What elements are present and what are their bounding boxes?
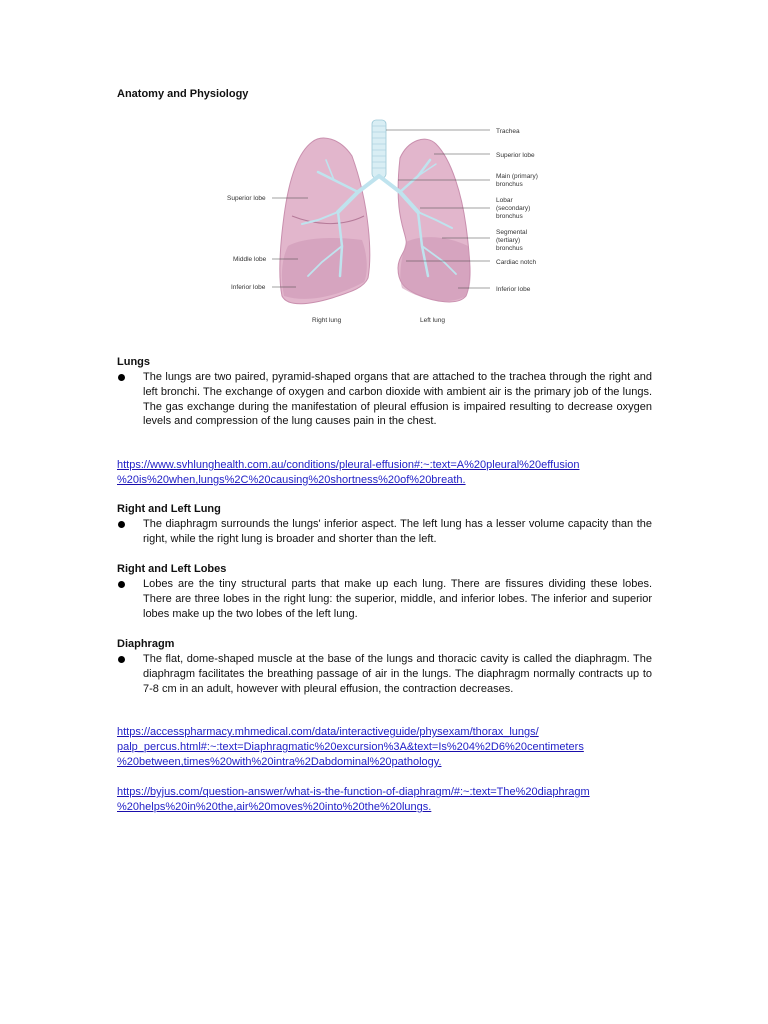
- label-inferior-lobe-left: Inferior lobe: [496, 286, 531, 293]
- trachea-shape: [372, 120, 386, 178]
- section-heading-diaphragm: Diaphragm: [117, 638, 175, 650]
- link-svhlunghealth[interactable]: [117, 458, 662, 488]
- label-main-bronchus-line2: bronchus: [496, 181, 523, 188]
- bullet-icon: [118, 374, 125, 381]
- bullet-icon: [118, 521, 125, 528]
- label-trachea: Trachea: [496, 128, 520, 135]
- section-heading-right-left-lobes: Right and Left Lobes: [117, 563, 227, 575]
- document-title: Anatomy and Physiology: [117, 88, 249, 100]
- lung-anatomy-figure: [222, 116, 546, 330]
- link-accesspharmacy[interactable]: [117, 725, 662, 770]
- left-lung-lower-shade: [400, 237, 470, 301]
- label-lobar-bronchus-line3: bronchus: [496, 213, 523, 220]
- label-segmental-bronchus-line1: Segmental: [496, 229, 528, 236]
- link-accesspharmacy-line1[interactable]: https://accesspharmacy.mhmedical.com/data/interactiveguide/physexam/thorax_lungs/: [117, 726, 539, 738]
- bullet-text-right-left-lung: The diaphragm surrounds the lungs' inferior aspect. The left lung has a lesser volume capacity than the right, while the right lung is broader and shorter than the left.: [143, 518, 652, 545]
- label-inferior-lobe-right: Inferior lobe: [231, 284, 266, 291]
- bullet-right-left-lung: [117, 517, 652, 547]
- link-byjus[interactable]: [117, 785, 662, 815]
- bullet-text-diaphragm: The flat, dome-shaped muscle at the base of the lungs and thoracic cavity is called the diaphragm. The diaphragm facilitates the breathing passage of air in the lungs. The diaphragm normally contracts up to 7-8 cm in an adult, however with pleural effusion, the contraction decreases.: [143, 653, 652, 695]
- link-byjus-line1[interactable]: https://byjus.com/question-answer/what-is-the-function-of-diaphragm/#:~:text=The%20diaphragm: [117, 786, 590, 798]
- section-right-left-lung: [117, 502, 652, 547]
- label-segmental-bronchus-line2: (tertiary): [496, 237, 521, 244]
- section-heading-right-left-lung: Right and Left Lung: [117, 503, 221, 515]
- bullet-text-lungs: The lungs are two paired, pyramid-shaped organs that are attached to the trachea through the right and left bronchi. The exchange of oxygen and carbon dioxide with ambient air is the primary job of the lungs. The gas exchange during the manifestation of pleural effusion is impaired resulting to decrease oxygen levels and compression of the lung causes pain in the chest.: [143, 371, 652, 428]
- label-lobar-bronchus-line1: Lobar: [496, 197, 513, 204]
- label-cardiac-notch: Cardiac notch: [496, 259, 537, 266]
- caption-right-lung: Right lung: [312, 317, 342, 324]
- label-middle-lobe: Middle lobe: [233, 256, 267, 263]
- lung-illustration: [222, 116, 546, 330]
- label-main-bronchus-line1: Main (primary): [496, 173, 538, 180]
- link-byjus-line2[interactable]: %20helps%20in%20the,air%20moves%20into%20the%20lungs.: [117, 801, 432, 813]
- caption-left-lung: Left lung: [420, 317, 445, 324]
- bullet-text-right-left-lobes: Lobes are the tiny structural parts that make up each lung. There are fissures dividing these lobes. There are three lobes in the right lung: the superior, middle, and inferior lobes. The inferior and superior lobes make up the two lobes of the left lung.: [143, 578, 652, 620]
- section-heading-lungs: Lungs: [117, 356, 150, 368]
- link-accesspharmacy-line3[interactable]: %20between,times%20with%20intra%2Dabdominal%20pathology.: [117, 756, 442, 768]
- label-lobar-bronchus-line2: (secondary): [496, 205, 531, 212]
- link-accesspharmacy-line2[interactable]: palp_percus.html#:~:text=Diaphragmatic%20excursion%3A&text=Is%204%2D6%20centimeters: [117, 741, 584, 753]
- bullet-right-left-lobes: [117, 577, 652, 621]
- section-right-left-lobes: [117, 562, 652, 621]
- bullet-lungs: [117, 370, 652, 429]
- label-superior-lobe-left: Superior lobe: [496, 152, 535, 159]
- section-diaphragm: [117, 637, 652, 696]
- label-segmental-bronchus-line3: bronchus: [496, 245, 523, 252]
- section-lungs: [117, 355, 652, 429]
- bullet-icon: [118, 581, 125, 588]
- bullet-diaphragm: [117, 652, 652, 696]
- label-superior-lobe-right: Superior lobe: [227, 195, 266, 202]
- link-svhlunghealth-line1[interactable]: https://www.svhlunghealth.com.au/conditions/pleural-effusion#:~:text=A%20pleural%20effusion: [117, 459, 580, 471]
- bullet-icon: [118, 656, 125, 663]
- link-svhlunghealth-line2[interactable]: %20is%20when,lungs%2C%20causing%20shortness%20of%20breath.: [117, 474, 466, 486]
